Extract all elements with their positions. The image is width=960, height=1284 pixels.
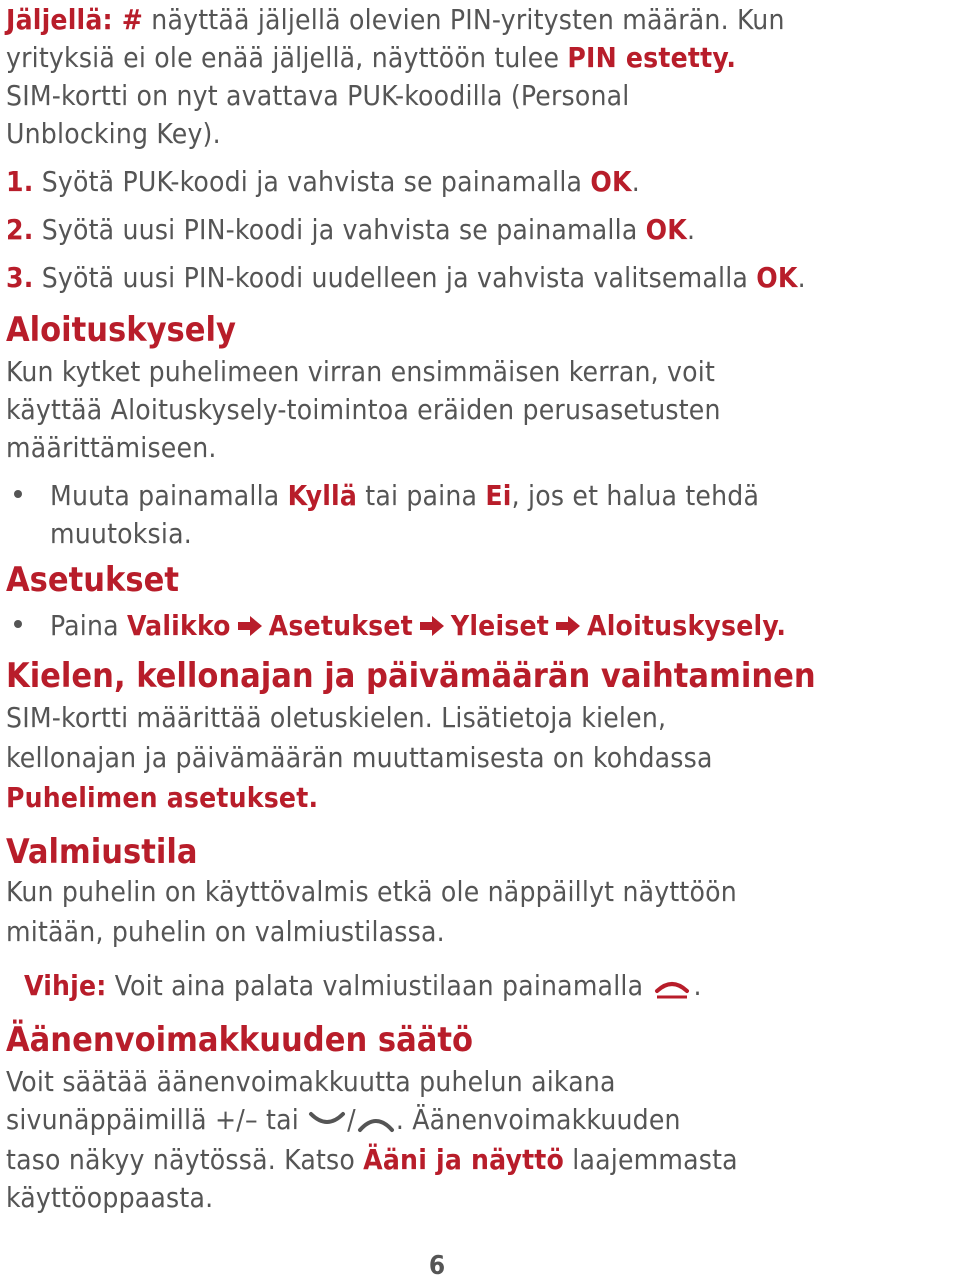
menu-path (50, 606, 786, 646)
tip-label: Vihje: (24, 969, 107, 1002)
step-number: 3. (6, 261, 34, 294)
text: Paina (50, 609, 127, 642)
pin-remaining-line (6, 0, 785, 40)
heading-volume: Äänenvoimakkuuden säätö (6, 1020, 474, 1060)
volume-down-key-icon (356, 1108, 396, 1134)
text: laajemmasta (564, 1143, 738, 1176)
text: tai paina (357, 479, 486, 512)
arrow-right-icon (237, 615, 263, 637)
menu-item: Yleiset (450, 609, 550, 642)
bullet-dot (14, 620, 22, 628)
text: taso näkyy näytössä. Katso (6, 1143, 364, 1176)
menu-item: Aloituskysely (587, 609, 777, 642)
menu-item: Asetukset (268, 609, 413, 642)
yes-key: Kyllä (287, 479, 358, 512)
tip-text: Voit aina palata valmiustilaan painamalla (106, 969, 652, 1002)
text: Muuta painamalla (50, 479, 288, 512)
pin-blocked-line (6, 38, 736, 78)
punct: . (631, 165, 640, 198)
step-1 (6, 162, 640, 202)
arrow-right-icon (419, 615, 445, 637)
step-number: 2. (6, 213, 34, 246)
ok-key: OK (645, 213, 688, 246)
paragraph-line: kellonajan ja päivämäärän muuttamisesta on kohdassa (6, 741, 713, 774)
heading-language: Kielen, kellonajan ja päivämäärän vaihtaminen (6, 656, 816, 696)
no-key: Ei (485, 479, 512, 512)
text: , jos et halua tehdä (511, 479, 760, 512)
punct: . (693, 969, 702, 1002)
text: . Äänenvoimakkuuden (395, 1103, 681, 1136)
heading-settings: Asetukset (6, 560, 179, 600)
heading-standby: Valmiustila (6, 832, 198, 872)
text: sivunäppäimillä +/– tai (6, 1103, 308, 1136)
ok-key: OK (590, 165, 632, 198)
slash: / (347, 1103, 356, 1136)
end-call-icon (651, 973, 693, 1001)
menu-item: Valikko (126, 609, 231, 642)
paragraph-line: Kun kytket puhelimeen virran ensimmäisen kerran, voit (6, 355, 716, 388)
paragraph-line: määrittämiseen. (6, 431, 217, 464)
step-text: Syötä uusi PIN-koodi uudelleen ja vahvista valitsemalla (33, 261, 757, 294)
step-3 (6, 258, 806, 298)
step-2 (6, 210, 695, 250)
paragraph-line: Kun puhelin on käyttövalmis etkä ole näppäillyt näyttöön (6, 875, 737, 908)
punct: . (776, 609, 787, 642)
paragraph-line: mitään, puhelin on valmiustilassa. (6, 915, 445, 948)
bullet-text (50, 476, 759, 516)
paragraph-line: käyttää Aloituskysely-toimintoa eräiden perusasetusten (6, 393, 721, 426)
ok-key: OK (756, 261, 798, 294)
text: yrityksiä ei ole enää jäljellä, näyttöön tulee (6, 41, 568, 74)
heading-startup: Aloituskysely (6, 310, 236, 350)
bullet-text-cont: muutoksia. (50, 517, 192, 550)
volume-keys-line (6, 1100, 681, 1140)
paragraph-line: Unblocking Key). (6, 117, 221, 150)
paragraph-line: SIM-kortti on nyt avattava PUK-koodilla (Personal (6, 79, 630, 112)
volume-ref-line (6, 1140, 738, 1180)
paragraph-line: Voit säätää äänenvoimakkuutta puhelun aikana (6, 1065, 616, 1098)
remaining-text: näyttää jäljellä olevien PIN-yritysten määrän. Kun (143, 3, 785, 36)
step-text: Syötä uusi PIN-koodi ja vahvista se painamalla (33, 213, 646, 246)
step-text: Syötä PUK-koodi ja vahvista se painamalla (33, 165, 591, 198)
bullet-dot (14, 490, 22, 498)
reference-link: Ääni ja näyttö (363, 1143, 565, 1176)
punct: . (797, 261, 806, 294)
volume-up-key-icon (307, 1108, 347, 1134)
remaining-label: Jäljellä: # (6, 3, 144, 36)
punct: . (687, 213, 696, 246)
pin-blocked-label: PIN estetty. (567, 41, 737, 74)
paragraph-line: käyttöoppaasta. (6, 1181, 214, 1214)
reference-link: Puhelimen asetukset. (6, 781, 319, 814)
paragraph-line: SIM-kortti määrittää oletuskielen. Lisätietoja kielen, (6, 701, 667, 734)
step-number: 1. (6, 165, 34, 198)
page-number: 6 (428, 1251, 446, 1281)
arrow-right-icon (555, 615, 581, 637)
tip-line (24, 966, 702, 1006)
